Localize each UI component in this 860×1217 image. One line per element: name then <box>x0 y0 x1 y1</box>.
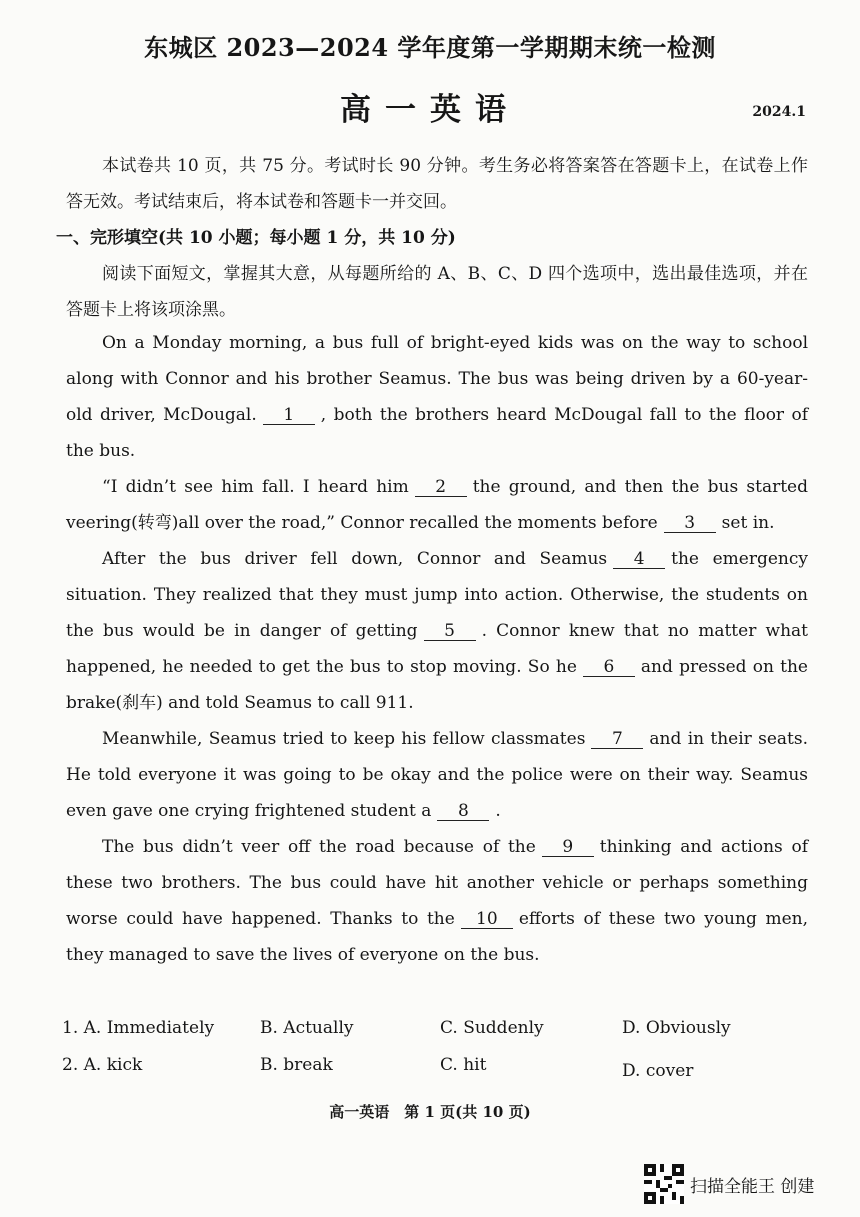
paragraph-3: After the bus driver fell down, Connor and Seamus 4 the emergency situation. They realized that they must jump into action. Otherwise, the students on the bus would be in danger of getting 5 . Connor knew that no matter what happened, he needed to get the bus to stop moving. So he 6 and pressed on the brake(刹车) and told Seamus to call 911. <box>66 549 808 713</box>
blank-6: 6 <box>583 658 635 677</box>
scanner-watermark <box>644 1164 814 1204</box>
qr-code-icon <box>644 1164 684 1204</box>
option-2b: B. break <box>260 1055 333 1075</box>
question-1-options <box>62 1018 802 1038</box>
blank-1: 1 <box>263 406 315 425</box>
blank-3: 3 <box>664 514 716 533</box>
blank-7: 7 <box>591 730 643 749</box>
blank-5: 5 <box>424 622 476 641</box>
section-heading: 一、完形填空(共 10 小题；每小题 1 分，共 10 分) <box>56 228 456 248</box>
blank-8: 8 <box>437 802 489 821</box>
page-footer: 高一英语 第 1 页(共 10 页) <box>329 1103 531 1121</box>
option-1b: B. Actually <box>260 1018 354 1038</box>
option-2d: D. cover <box>622 1061 694 1081</box>
question-2-options <box>62 1055 802 1081</box>
instructions-text: 本试卷共 10 页，共 75 分。考试时长 90 分钟。考生务必将答案答在答题卡上，在试卷上作答无效。考试结束后，将本试卷和答题卡一并交回。 <box>66 156 808 212</box>
paragraph-5: The bus didn’t veer off the road because of the 9 thinking and actions of these two brothers. The bus could have hit another vehicle or perhaps something worse could have happened. Thanks to the 10 efforts of these two young men, they managed to save the lives of everyone on the bus. <box>66 837 809 965</box>
paragraph-4: Meanwhile, Seamus tried to keep his fellow classmates 7 and in their seats. He told everyone it was going to be okay and the police were on their way. Seamus even gave one crying frightened student a 8 . <box>66 729 808 821</box>
option-1d: D. Obviously <box>622 1018 731 1038</box>
option-1c: C. Suddenly <box>440 1018 544 1038</box>
passage <box>66 325 808 973</box>
subject-title: 高一英语 <box>340 92 520 128</box>
option-2c: C. hit <box>440 1055 487 1075</box>
page-title: 东城区 2023—2024 学年度第一学期期末统一检测 <box>144 33 716 62</box>
option-1a: 1. A. Immediately <box>62 1018 215 1038</box>
exam-date: 2024.1 <box>752 104 806 120</box>
section-description: 阅读下面短文，掌握其大意，从每题所给的 A、B、C、D 四个选项中，选出最佳选项，并在答题卡上将该项涂黑。 <box>66 264 808 320</box>
watermark-text: 扫描全能王 创建 <box>690 1176 815 1197</box>
blank-9: 9 <box>542 838 594 857</box>
instructions <box>56 148 808 328</box>
blank-2: 2 <box>415 478 467 497</box>
blank-4: 4 <box>613 550 665 569</box>
option-2a: 2. A. kick <box>62 1055 143 1075</box>
paragraph-1: On a Monday morning, a bus full of bright-eyed kids was on the way to school along with Connor and his brother Seamus. The bus was being driven by a 60-year-old driver, McDougal. 1 , both the brothers heard McDougal fall to the floor of the bus. <box>66 333 809 461</box>
blank-10: 10 <box>461 910 513 929</box>
paragraph-2: “I didn’t see him fall. I heard him 2 the ground, and then the bus started veering(转弯)all over the road,” Connor recalled the moments before 3 set in. <box>66 477 808 533</box>
